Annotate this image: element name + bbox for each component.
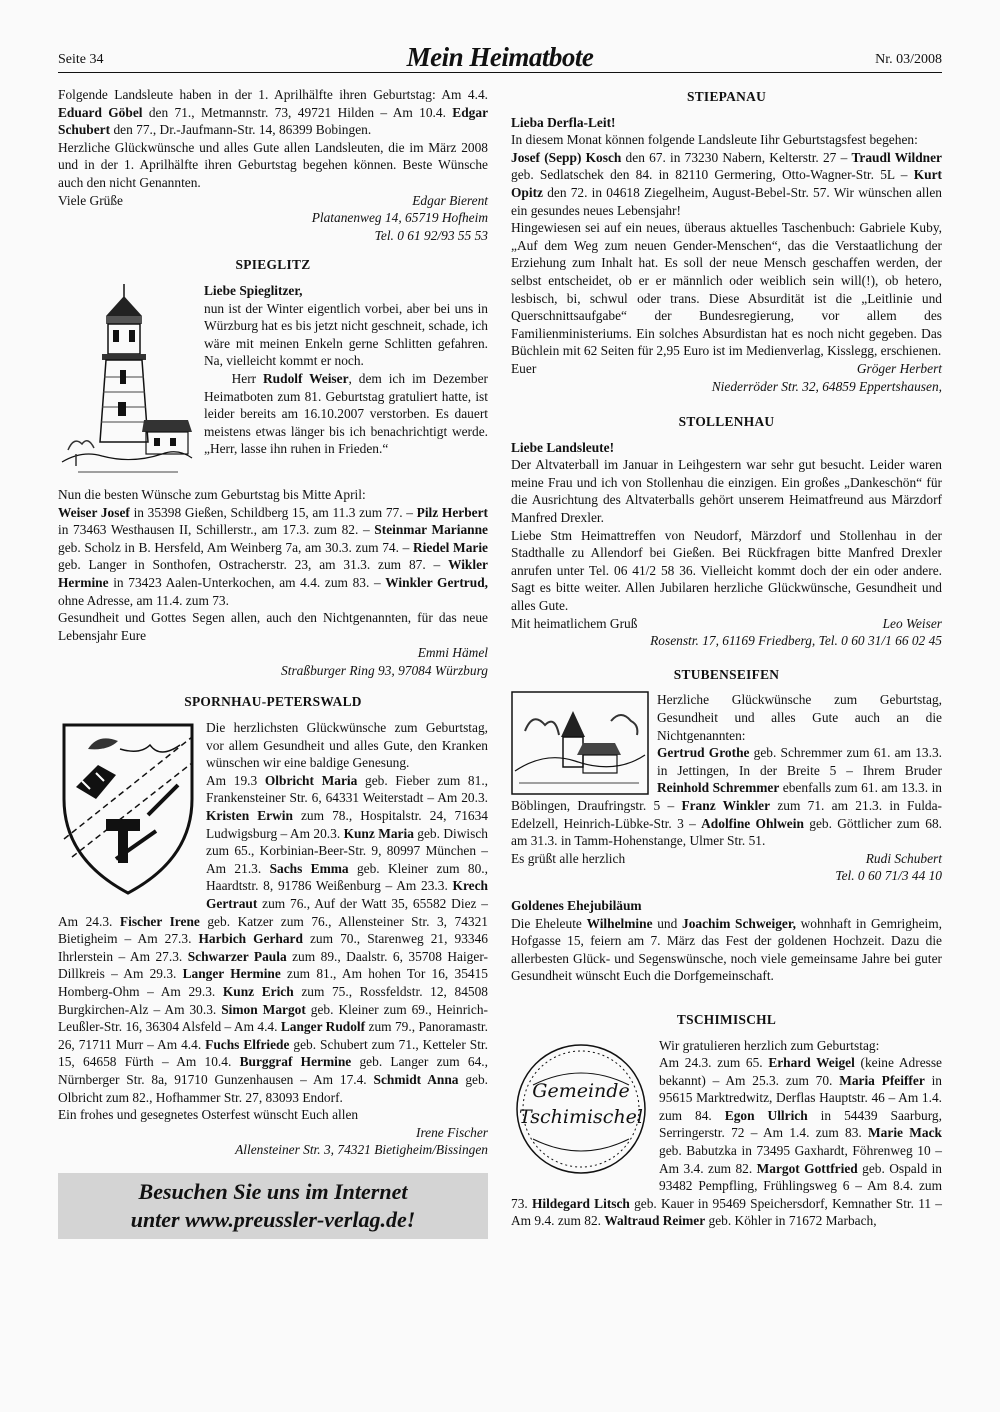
section-title-stubenseifen: STUBENSEIFEN <box>673 666 780 682</box>
left-column <box>58 86 488 1239</box>
internet-ad-banner <box>58 1173 488 1239</box>
tschimischl-intro: Wir gratulieren herzlich zum Geburtstag: <box>659 1037 880 1053</box>
gemeinde-stamp: Gemeinde Tschimischel <box>511 1039 651 1179</box>
village-church-illustration <box>511 691 649 795</box>
stiepanau-p2: Hingewiesen sei auf ein neues, überaus aktuelles Taschenbuch: Gabriele Kuby, „Auf dem Weg zum neuen Gender-Menschen“, das die Verstaatlichung der Erziehung zum Inhalt hat. Es soll der neue Mensch geschaffen werden, der selbst entscheidet, ob er er männlich oder weiblich sein will(!), ob hetero, lesbisch, bi, schwul oder trans. Diese Absurdität ist die „Leitlinie und Querschnittsaufgabe“ der Bundesregierung, vor allem des Familienministeriums. Ein solches Absurdistan hat es noch nicht gegeben. Das Büchlein mit 62 Seiten für 2,95 Euro ist im Medienverlag, Kisslegg, erschienen. <box>511 220 942 359</box>
tschimischl-birthday-list: Am 24.3. zum 65. Erhard Weigel (keine Adresse bekannt) – Am 25.3. zum 70. Maria Pfeiffer in 95615 Marktredwitz, Derflas Hauptstr. 46 – Am 1.4. zum 84. Egon Ullrich in 54439 Saarburg, Serringerstr. 72 – Am 1.4. zum 83. Marie Mack geb. Babutzka in 73495 Gaxhardt, Föhrenweg 10 – Am 3.4. zum 82. Margot Gottfried geb. Ospald in 93482 Pempfling, Frühlingsweg 6 – Am 8.4. zum 73. Hildegard Litsch geb. Kauer in 95469 Speichersdorf, Kemnather Str. 11 – Am 9.4. zum 82. Waltraud Reimer geb. Köhler in 71672 Marbach, <box>511 1055 942 1229</box>
intro-wishes: Herzliche Glückwünsche und alles Gute allen Landsleuten, die im März 2008 und in der 1. Aprilhälfte ihren Geburtstag begehen können. Beste Wünsche auch den nicht Genannten. <box>58 139 488 190</box>
intro-phone: Tel. 0 61 92/93 55 53 <box>374 227 488 243</box>
stubenseifen-p1: Herzliche Glückwünsche zum Geburtstag, Gesundheit und alles Gute auch an die Nichtgenannten: <box>657 692 942 743</box>
header-rule <box>58 72 942 73</box>
ad-line-1: Besuchen Sie uns im Internet <box>138 1178 408 1204</box>
spornhau-signature: Irene Fischer <box>415 1124 488 1140</box>
stollenhau-signature: Mit heimatlichem Gruß Leo Weiser <box>511 615 942 631</box>
golden-anniversary-text: Die Eheleute Wilhelmine und Joachim Schweiger, wohnhaft in Gemrigheim, Hofgasse 15, feiern am 7. März das Fest der goldenen Hochzeit. Dazu die allerbesten Glück- und Segenswünsche, noch viele gemeinsame Jahre bei guter Gesundheit wünscht Euch die Dorfgemeinschaft. <box>511 915 943 984</box>
section-title-spornhau: SPORNHAU-PETERSWALD <box>184 694 362 710</box>
stiepanau-signature: Euer Gröger Herbert <box>511 360 942 376</box>
spieglitz-greeting: Liebe Spieglitzer, <box>204 282 303 298</box>
intro-signature: Viele Grüße Edgar Bierent <box>58 192 488 208</box>
stiepanau-address: Niederröder Str. 32, 64859 Eppertshausen, <box>711 378 942 394</box>
stollenhau-p2: Liebe Stm Heimattreffen von Neudorf, Märzdorf und Stollenhau in der Stadthalle zu Allendorf bei Gießen. Bei Rückfragen bitte Manfred Drexler anrufen unter Tel. 06 41/2 58 36. Vielleicht kommt doch der ein oder andere. Sagt es bitte weiter. Allen Jubilaren herzliche Glückwünsche, Gesundheit und alles Gute. <box>511 527 942 614</box>
section-title-tschimischl: TSCHIMISCHL <box>676 1011 777 1027</box>
spieglitz-p2: Herr Rudolf Weiser, dem ich im Dezember Heimatboten zum 81. Geburtstag gratuliert hatte, ist leider bereits am 16.10.2007 verstorben. Es dauert meistens etwas länger bis ich benachrichtigt werde. „Herr, lasse ihn ruhen in Frieden.“ <box>204 370 489 457</box>
spieglitz-signature: Emmi Hämel <box>417 645 488 661</box>
section-title-stollenhau: STOLLENHAU <box>678 414 775 430</box>
spornhau-p1: Die herzlichsten Glückwünsche zum Geburtstag, vor allem Gesundheit und alles Gute, den Kranken wünschen wir eine baldige Genesung. <box>206 720 488 771</box>
spieglitz-p4: Gesundheit und Gottes Segen allen, auch den Nichtgenannten, für das neue Lebensjahr Eure <box>58 610 488 643</box>
ad-line-2[interactable]: unter www.preussler-verlag.de! <box>130 1206 416 1232</box>
stiepanau-greeting: Lieba Derfla-Leit! <box>511 114 616 130</box>
stiepanau-p1: In diesem Monat können folgende Landsleute Iihr Geburtstagsfest begehen: <box>511 132 918 148</box>
spornhau-p2: Ein frohes und gesegnetes Osterfest wünscht Euch allen <box>58 1107 359 1123</box>
section-title-stiepanau: STIEPANAU <box>686 89 767 104</box>
stubenseifen-phone: Tel. 0 60 71/3 44 10 <box>835 868 942 884</box>
stiepanau-birthday-list: Josef (Sepp) Kosch den 67. in 73230 Nabern, Kelterstr. 27 – Traudl Wildner geb. Sedlatschek den 84. in 82110 Germering, Otto-Wagner-Str. 5L – Kurt Opitz den 72. in 04618 Ziegelheim, August-Bebel-Str. 57. Wir wünschen allen ein gesundes neues Lebensjahr! <box>511 149 942 218</box>
stubenseifen-birthday-list: Gertrud Grothe geb. Schremmer zum 61. am 13.3. in Jettingen, In der Breite 5 – Ihrem Bruder Reinhold Schremmer ebenfalls zum 61. am 13.3. in Böblingen, Draufringstr. 5 – Franz Winkler zum 71. am 21.3. in Fulda-Edelzell, Heinrich-Lübke-Str. 3 – Adolfine Ohlwein geb. Göttlicher zum 68. am 31.3. in Tamm-Hohenstange, Ulmer Str. 51. <box>511 745 943 849</box>
intro-address: Platanenweg 14, 65719 Hofheim <box>311 210 488 226</box>
spieglitz-p1: nun ist der Winter eigentlich vorbei, aber bei uns in Würzburg hat es bis jetzt nicht geschneit, schade, ich wäre mit meinen Enkeln gerne Schlitten gefahren. Na, vielleicht kommt er noch. <box>204 300 488 369</box>
right-column <box>511 86 942 1230</box>
section-title-spieglitz: SPIEGLITZ <box>235 257 311 273</box>
spieglitz-address: Straßburger Ring 93, 97084 Würzburg <box>281 662 488 678</box>
spieglitz-p3: Nun die besten Wünsche zum Geburtstag bis Mitte April: <box>58 486 366 502</box>
intro-paragraph: Folgende Landsleute haben in der 1. Aprilhälfte ihren Geburtstag: Am 4.4. Eduard Göbel den 71., Metmannstr. 73, 49721 Hilden – Am 10.4. Edgar Schubert den 77., Dr.-Jaufmann-Str. 14, 86399 Bobingen. <box>58 87 489 138</box>
stubenseifen-signature: Es grüßt alle herzlich Rudi Schubert <box>511 850 942 866</box>
stollenhau-greeting: Liebe Landsleute! <box>511 439 615 455</box>
issue-number: Nr. 03/2008 <box>875 52 942 67</box>
masthead-logo: Mein Heimatbote <box>406 42 594 72</box>
spornhau-birthday-list: Am 19.3 Olbricht Maria geb. Fieber zum 81., Frankensteiner Str. 6, 64331 Weiterstadt – Am 20.3. Kristen Erwin zum 78., Hospitalstr. 24, 71634 Ludwigsburg – Am 20.3. Kunz Maria geb. Diwisch zum 65., Korbinian-Beer-Str. 9, 80997 München – Am 21.3. Sachs Emma geb. Kleiner zum 80., Haardtstr. 8, 91786 Weißenburg – Am 23.3. Krech Gertraut zum 76., Auf der Watt 35, 65582 Diez – Am 24.3. Fischer Irene geb. Katzer zum 76., Allensteiner Str. 3, 74321 Bietigheim – Am 27.3. Harbich Gerhard zum 70., Starenweg 21, 93346 Ihrlerstein – Am 27.3. Schwarzer Paula zum 89., Daalstr. 6, 35708 Haiger-Dillkreis – Am 29.3. Langer Hermine zum 81., Am hohen Tor 16, 35415 Homberg-Ohm – Am 29.3. Kunz Erich zum 75., Rossfeldstr. 12, 84508 Burgkirchen-Alz – Am 30.3. Simon Margot geb. Kleiner zum 69., Heinrich-Leußler-Str. 16, 36304 Alsfeld – Am 4.4. Langer Rudolf zum 79., Panoramastr. 26, 71711 Murr – Am 4.4. Fuchs Elfriede geb. Schubert zum 71., Ketteler Str. 15, 64658 Fürth – Am 10.4. Burggraf Hermine geb. Langer zum 64., Nürnberger Str. 8a, 91710 Gunzenhausen – Am 17.4. Schmidt Anna geb. Olbricht zum 82., Hofhammer Str. 27, 83093 Endorf. <box>58 772 489 1105</box>
golden-anniversary-heading: Goldenes Ehejubiläum <box>511 897 642 913</box>
stollenhau-address: Rosenstr. 17, 61169 Friedberg, Tel. 0 60 31/1 66 02 45 <box>650 633 942 649</box>
spornhau-address: Allensteiner Str. 3, 74321 Bietigheim/Bissingen <box>235 1142 488 1158</box>
page-number: Seite 34 <box>58 52 104 67</box>
stollenhau-p1: Der Altvaterball im Januar in Leihgestern war sehr gut besucht. Leider waren meine Frau und ich von Stollenhau die einzigen. Ein großes „Dankeschön“ für die Ausrichtung des Altvaterballs gehört unserem Heimatfreund aus Märzdorf Manfred Drexler. <box>511 457 942 526</box>
spieglitz-birthday-list: Weiser Josef in 35398 Gießen, Schildberg 15, am 11.3 zum 77. – Pilz Herbert in 73463 Westhausen II, Schillerstr., am 17.3. zum 82. – Steinmar Marianne geb. Scholz in B. Hersfeld, Am Weinberg 7a, am 30.3. zum 74. – Riedel Marie geb. Langer in Sonthofen, Ostracherstr. 23, am 31.3. zum 87. – Wikler Hermine in 73423 Aalen-Unterkochen, am 4.4. zum 83. – Winkler Gertrud, ohne Adresse, am 11.4. zum 73. <box>58 504 489 608</box>
tower-illustration <box>58 282 196 480</box>
coat-of-arms-shield-icon <box>58 719 198 897</box>
